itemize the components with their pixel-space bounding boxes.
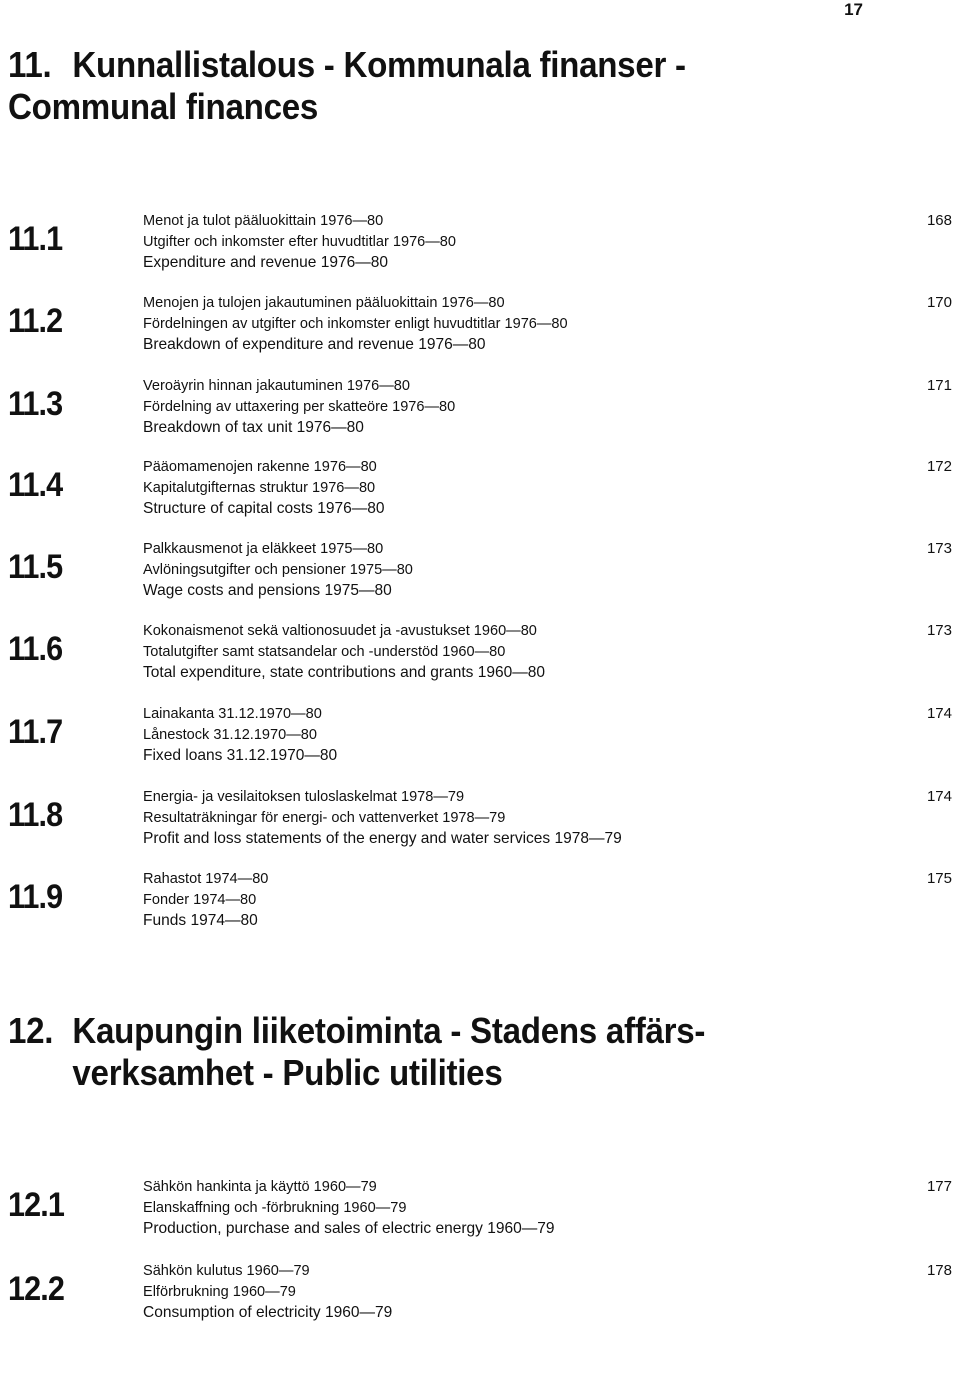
entry-title-en: Total expenditure, state contributions and grants 1960—80 bbox=[143, 664, 546, 681]
chapter-title bbox=[8, 44, 686, 128]
entry-title-sv: Resultaträkningar för energi- och vattenverket 1978—79 bbox=[143, 809, 506, 826]
entry-number: 11.6 bbox=[8, 630, 63, 668]
entry-title-sv: Fördelning av uttaxering per skatteöre 1976—80 bbox=[143, 398, 456, 415]
entry-page-number: 171 bbox=[926, 377, 952, 394]
entry-page-number: 175 bbox=[926, 870, 952, 887]
toc-entry[interactable] bbox=[0, 620, 960, 700]
toc-entry[interactable] bbox=[0, 786, 960, 866]
entry-title-en: Breakdown of expenditure and revenue 1976—80 bbox=[143, 336, 486, 353]
toc-entry[interactable] bbox=[0, 456, 960, 536]
chapter-number: 12. bbox=[8, 1010, 54, 1051]
page-number: 17 bbox=[844, 0, 863, 19]
entry-title-sv: Elanskaffning och -förbrukning 1960—79 bbox=[143, 1199, 407, 1216]
entry-title-en: Structure of capital costs 1976—80 bbox=[143, 500, 385, 517]
entry-number: 11.4 bbox=[8, 466, 63, 504]
chapter-title bbox=[8, 1010, 705, 1094]
entry-title-fi: Rahastot 1974—80 bbox=[143, 870, 269, 887]
entry-title-fi: Energia- ja vesilaitoksen tuloslaskelmat 1978—79 bbox=[143, 788, 465, 805]
entry-title-sv: Lånestock 31.12.1970—80 bbox=[143, 726, 317, 743]
entry-page-number: 170 bbox=[926, 294, 952, 311]
entry-number: 11.1 bbox=[8, 220, 63, 258]
toc-entry[interactable] bbox=[0, 375, 960, 455]
toc-entry[interactable] bbox=[0, 1176, 960, 1256]
entry-title-en: Production, purchase and sales of electric energy 1960—79 bbox=[143, 1220, 555, 1237]
toc-entry[interactable] bbox=[0, 210, 960, 290]
entry-page-number: 173 bbox=[926, 540, 952, 557]
entry-title-sv: Utgifter och inkomster efter huvudtitlar 1976—80 bbox=[143, 233, 456, 250]
entry-number: 11.2 bbox=[8, 302, 63, 340]
chapter-title-line2: Communal finances bbox=[8, 86, 319, 127]
entry-title-fi: Kokonaismenot sekä valtionosuudet ja -avustukset 1960—80 bbox=[143, 622, 537, 639]
entry-number: 11.5 bbox=[8, 548, 63, 586]
entry-number: 11.3 bbox=[8, 385, 63, 423]
entry-title-en: Expenditure and revenue 1976—80 bbox=[143, 254, 389, 271]
toc-entry[interactable] bbox=[0, 292, 960, 372]
entry-title-fi: Sähkön kulutus 1960—79 bbox=[143, 1262, 310, 1279]
chapter-title-line1: Kunnallistalous - Kommunala finanser - bbox=[72, 44, 686, 85]
entry-title-en: Breakdown of tax unit 1976—80 bbox=[143, 419, 364, 436]
chapter-number: 11. bbox=[8, 44, 52, 85]
entry-title-sv: Avlöningsutgifter och pensioner 1975—80 bbox=[143, 561, 413, 578]
entry-title-sv: Fonder 1974—80 bbox=[143, 891, 257, 908]
entry-title-sv: Kapitalutgifternas struktur 1976—80 bbox=[143, 479, 376, 496]
entry-page-number: 174 bbox=[926, 705, 952, 722]
entry-title-en: Funds 1974—80 bbox=[143, 912, 258, 929]
entry-title-sv: Elförbrukning 1960—79 bbox=[143, 1283, 296, 1300]
entry-page-number: 172 bbox=[926, 458, 952, 475]
entry-title-fi: Lainakanta 31.12.1970—80 bbox=[143, 705, 322, 722]
chapter-title-line2: verksamhet - Public utilities bbox=[72, 1052, 503, 1093]
entry-title-fi: Menojen ja tulojen jakautuminen pääluokittain 1976—80 bbox=[143, 294, 505, 311]
entry-title-en: Consumption of electricity 1960—79 bbox=[143, 1304, 393, 1321]
entry-title-en: Profit and loss statements of the energy and water services 1978—79 bbox=[143, 830, 622, 847]
entry-page-number: 177 bbox=[926, 1178, 952, 1195]
entry-title-fi: Menot ja tulot pääluokittain 1976—80 bbox=[143, 212, 384, 229]
entry-number: 12.1 bbox=[8, 1186, 64, 1224]
toc-entry[interactable] bbox=[0, 703, 960, 783]
entry-title-en: Wage costs and pensions 1975—80 bbox=[143, 582, 392, 599]
entry-title-fi: Sähkön hankinta ja käyttö 1960—79 bbox=[143, 1178, 377, 1195]
entry-page-number: 178 bbox=[926, 1262, 952, 1279]
chapter-title-line1: Kaupungin liiketoiminta - Stadens affärs- bbox=[72, 1010, 706, 1051]
entry-page-number: 173 bbox=[926, 622, 952, 639]
toc-entry[interactable] bbox=[0, 868, 960, 948]
entry-title-fi: Palkkausmenot ja eläkkeet 1975—80 bbox=[143, 540, 384, 557]
entry-title-fi: Pääomamenojen rakenne 1976—80 bbox=[143, 458, 377, 475]
entry-number: 11.9 bbox=[8, 878, 63, 916]
entry-title-fi: Veroäyrin hinnan jakautuminen 1976—80 bbox=[143, 377, 410, 394]
entry-number: 11.8 bbox=[8, 796, 63, 834]
toc-entry[interactable] bbox=[0, 1260, 960, 1340]
entry-number: 11.7 bbox=[8, 713, 63, 751]
entry-title-en: Fixed loans 31.12.1970—80 bbox=[143, 747, 338, 764]
entry-title-sv: Totalutgifter samt statsandelar och -understöd 1960—80 bbox=[143, 643, 506, 660]
entry-number: 12.2 bbox=[8, 1270, 64, 1308]
toc-entry[interactable] bbox=[0, 538, 960, 618]
entry-title-sv: Fördelningen av utgifter och inkomster enligt huvudtitlar 1976—80 bbox=[143, 315, 568, 332]
entry-page-number: 168 bbox=[926, 212, 952, 229]
entry-page-number: 174 bbox=[926, 788, 952, 805]
